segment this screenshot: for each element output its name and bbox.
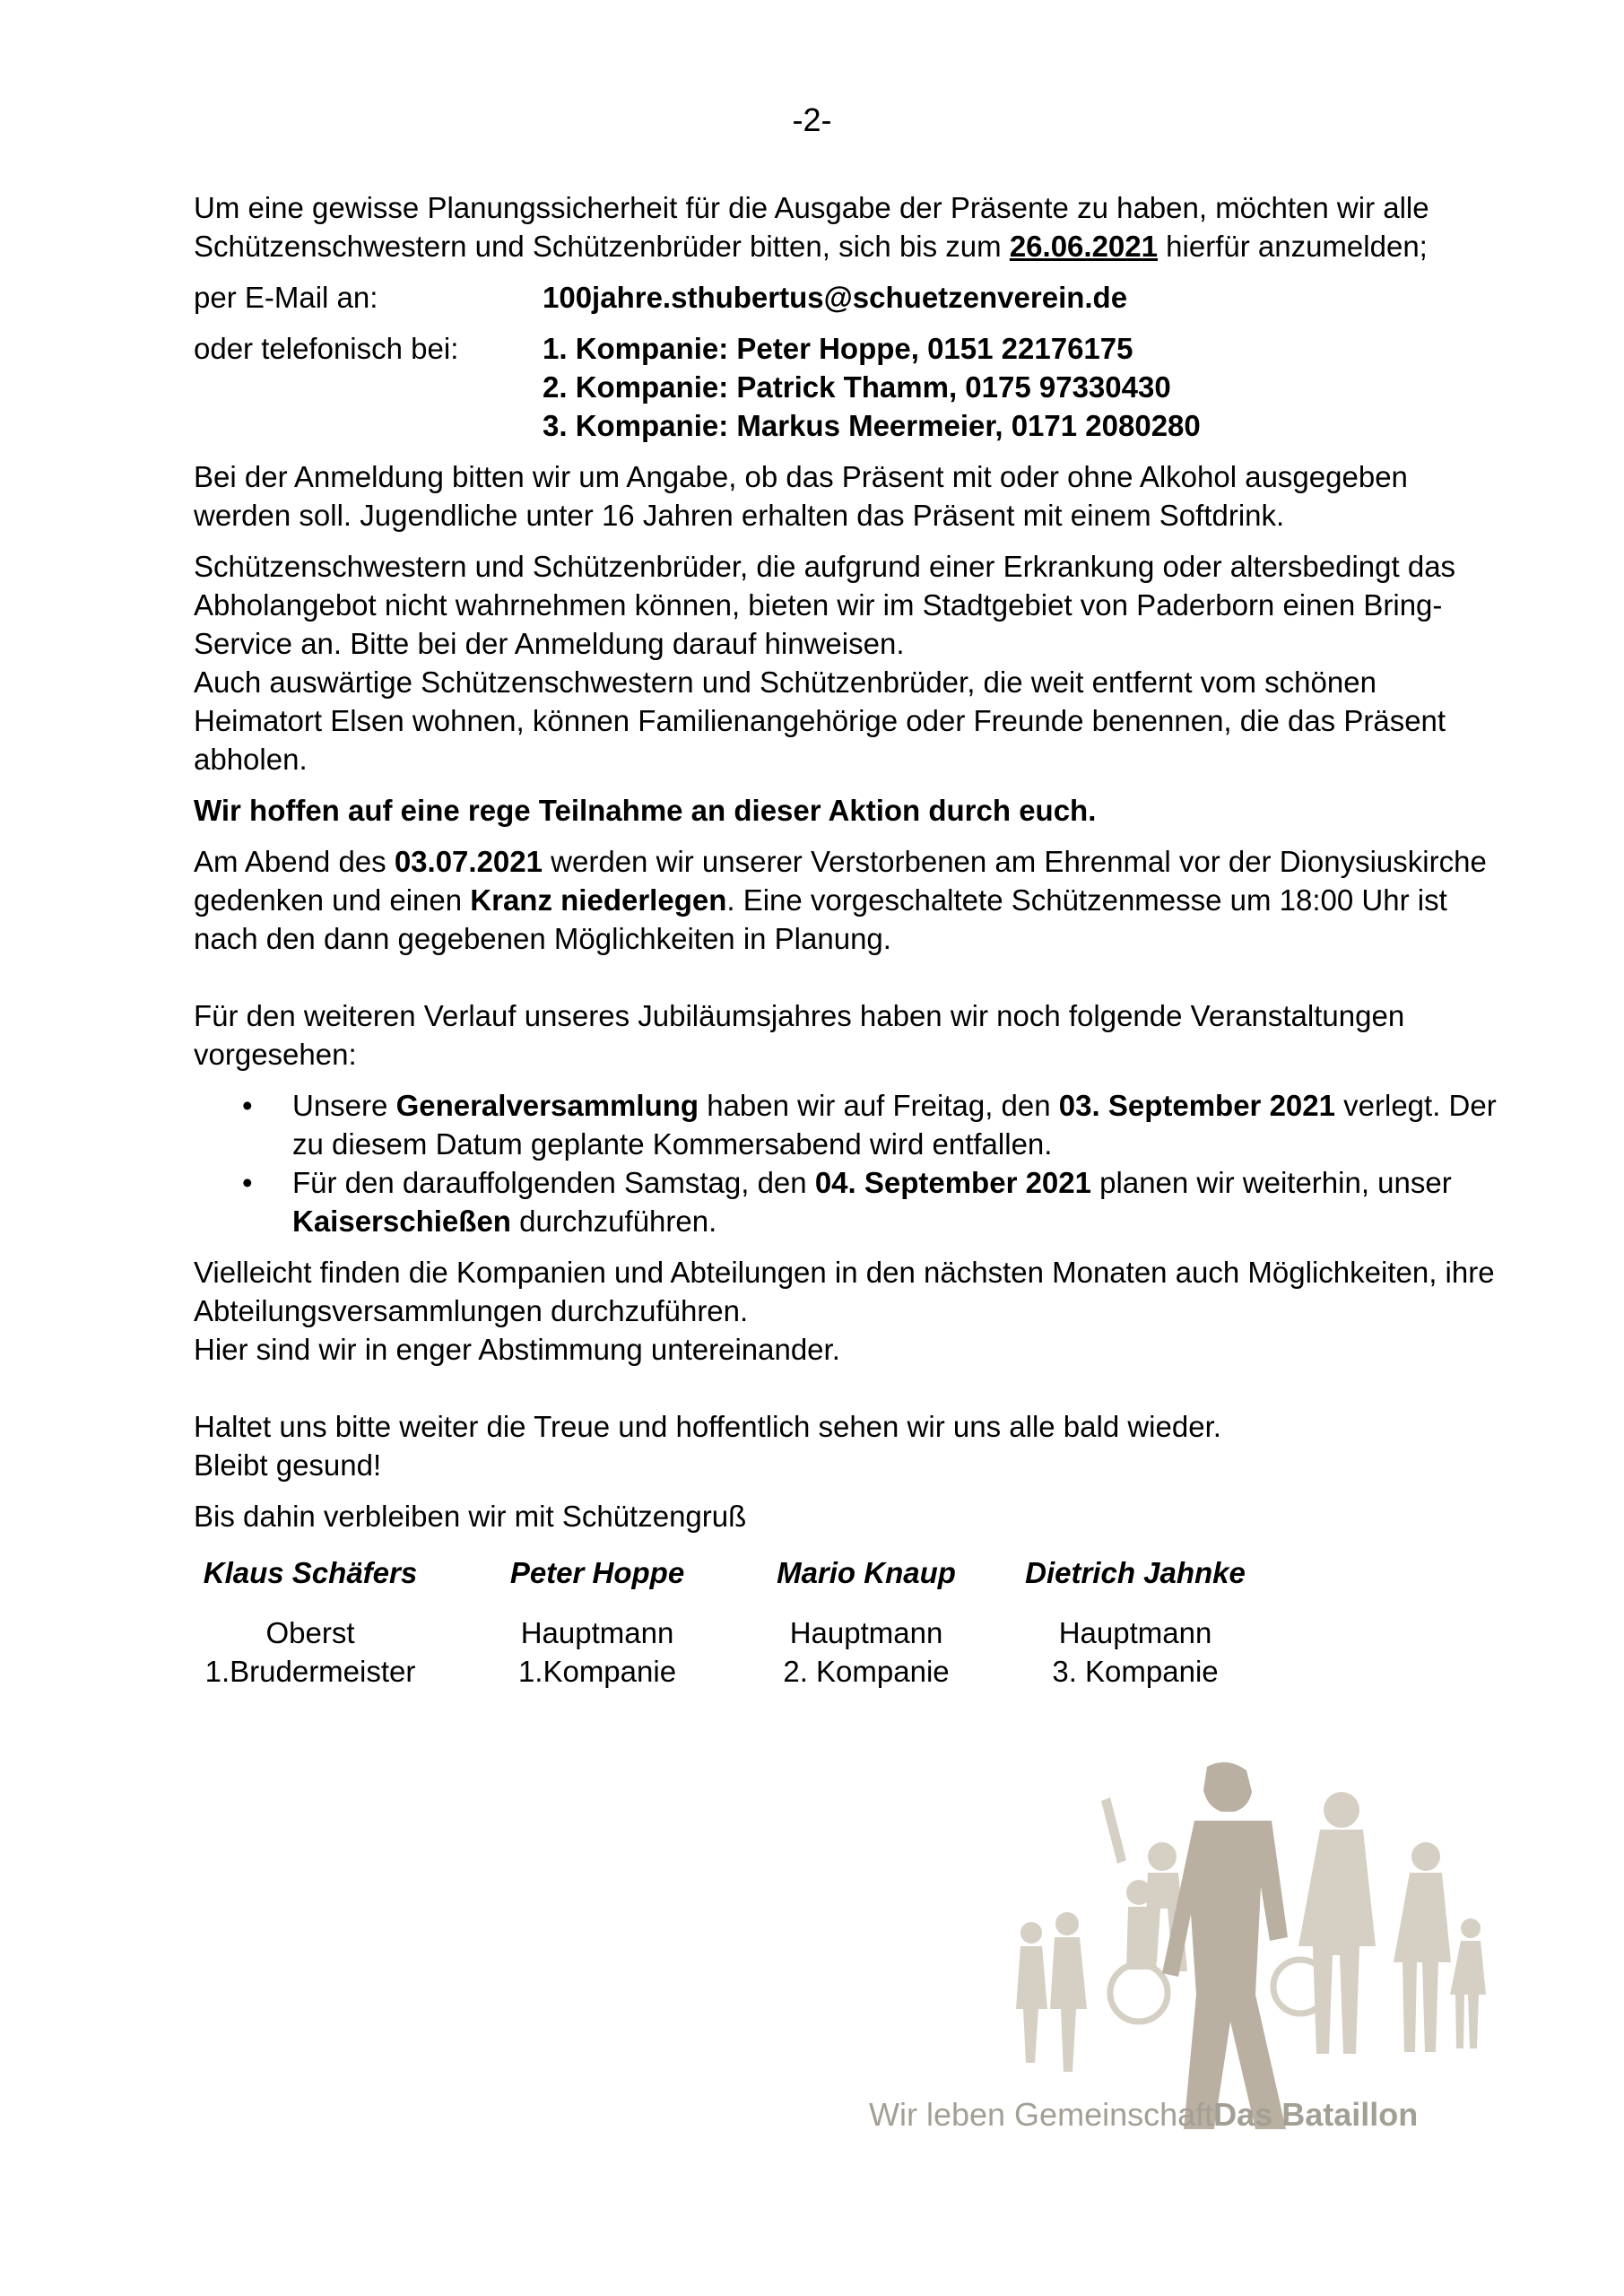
bullet-icon: •: [242, 1089, 253, 1122]
page-number: -2-: [792, 101, 832, 138]
closing-line: Bis dahin verbleiben wir mit Schützengruß: [194, 1500, 747, 1533]
signature-role: Hauptmann: [1058, 1616, 1212, 1649]
memorial-kranz: Kranz niederlegen: [470, 883, 727, 917]
signature-unit: 2. Kompanie: [783, 1655, 950, 1688]
email-label: per E-Mail an:: [194, 281, 378, 314]
footer-slogan-text: Wir leben Gemeinschaft: [869, 2096, 1214, 2133]
signature-unit: 1.Brudermeister: [204, 1655, 416, 1688]
bullet1-text-3: verlegt. Der zu diesem Datum geplante Kommersabend wird entfallen.: [292, 1089, 1497, 1161]
bullet2-text-3: durchzuführen.: [510, 1205, 717, 1238]
community-silhouettes-illustration: [1004, 1758, 1507, 2135]
bullet2-text-2: planen wir weiterhin, unser: [1091, 1166, 1452, 1199]
memorial-date: 03.07.2021: [394, 845, 543, 878]
signature-name: Mario Knaup: [777, 1556, 956, 1589]
companies-paragraph-1: Vielleicht finden die Kompanien und Abteilungen in den nächsten Monaten auch Möglichkeiten, ihre Abteilungsversammlungen durchzuführen.: [194, 1256, 1495, 1327]
loyalty-line-1: Haltet uns bitte weiter die Treue und hoffentlich sehen wir uns alle bald wieder.: [194, 1410, 1221, 1443]
bullet1-general-assembly: Generalversammlung: [395, 1089, 699, 1122]
email-row: [194, 278, 1512, 317]
letter-body: [194, 188, 1512, 1691]
signature-3: [732, 1553, 1001, 1691]
signature-unit: 3. Kompanie: [1052, 1655, 1219, 1688]
memorial-text-3: . Eine vorgeschaltete Schützenmesse um 18:00 Uhr ist nach den dann gegebenen Möglichkeiten in Planung.: [194, 883, 1447, 955]
signature-4: [1001, 1553, 1270, 1691]
bullet1-date: 03. September 2021: [1058, 1089, 1335, 1122]
phone-contact-2: 2. Kompanie: Patrick Thamm, 0175 97330430: [543, 370, 1171, 404]
bring-service-paragraph: Schützenschwestern und Schützenbrüder, die aufgrund einer Erkrankung oder altersbedingt das Abholangebot nicht wahrnehmen können, bieten wir im Stadtgebiet von Paderborn einen Bring-Service an. Bitte bei der Anmeldung darauf hinweisen.: [194, 550, 1456, 660]
signature-name: Dietrich Jahnke: [1025, 1556, 1246, 1589]
signature-2: [463, 1553, 732, 1691]
phone-contact-3: 3. Kompanie: Markus Meermeier, 0171 2080280: [543, 409, 1201, 442]
signature-name: Klaus Schäfers: [203, 1556, 418, 1589]
bullet-icon: •: [242, 1166, 253, 1199]
phone-row: [194, 329, 1512, 445]
bullet2-text-1: Für den darauffolgenden Samstag, den: [292, 1166, 815, 1199]
signature-name: Peter Hoppe: [509, 1556, 685, 1589]
email-address: 100jahre.sthubertus@schuetzenverein.de: [543, 281, 1128, 314]
footer-brand: Das Bataillon: [1213, 2096, 1419, 2133]
memorial-text-2: werden wir unserer Verstorbenen am Ehrenmal vor der Dionysiuskirche gedenken und einen: [194, 845, 1487, 917]
intro-text-after: hierfür anzumelden;: [1158, 230, 1428, 263]
hope-sentence: Wir hoffen auf eine rege Teilnahme an dieser Aktion durch euch.: [194, 794, 1097, 827]
phone-contact-1: 1. Kompanie: Peter Hoppe, 0151 22176175: [543, 332, 1133, 365]
list-item: [194, 1086, 1512, 1163]
intro-text-before: Um eine gewisse Planungssicherheit für die Ausgabe der Präsente zu haben, möchten wir alle Schützenschwestern und Schützenbrüder bitten, sich bis zum: [194, 191, 1429, 263]
alcohol-paragraph: Bei der Anmeldung bitten wir um Angabe, ob das Präsent mit oder ohne Alkohol ausgegeben werden soll. Jugendliche unter 16 Jahren erhalten das Präsent mit einem Softdrink.: [194, 460, 1408, 532]
events-list: [194, 1086, 1512, 1240]
bullet2-kaiserschiessen: Kaiserschießen: [292, 1205, 511, 1238]
signature-role: Oberst: [265, 1616, 355, 1649]
signature-block: [194, 1553, 1512, 1691]
phone-contacts: [543, 329, 1201, 445]
memorial-text-1: Am Abend des: [194, 845, 395, 878]
signature-role: Hauptmann: [520, 1616, 674, 1649]
signature-role: Hauptmann: [789, 1616, 943, 1649]
bullet1-text-1: Unsere: [292, 1089, 396, 1122]
deadline-date: 26.06.2021: [1009, 230, 1158, 263]
loyalty-line-2: Bleibt gesund!: [194, 1448, 382, 1482]
list-item: [194, 1163, 1512, 1240]
memorial-paragraph: [194, 842, 1512, 958]
remote-members-paragraph: Auch auswärtige Schützenschwestern und Schützenbrüder, die weit entfernt vom schönen Heimatort Elsen wohnen, können Familienangehörige oder Freunde benennen, die das Präsent abholen.: [194, 665, 1446, 776]
footer-slogan: [869, 2095, 1418, 2135]
signature-unit: 1.Kompanie: [517, 1655, 677, 1688]
events-intro: Für den weiteren Verlauf unseres Jubiläumsjahres haben wir noch folgende Veranstaltungen vorgesehen:: [194, 999, 1405, 1071]
phone-label: oder telefonisch bei:: [194, 332, 459, 365]
bullet1-text-2: haben wir auf Freitag, den: [699, 1089, 1059, 1122]
companies-paragraph-2: Hier sind wir in enger Abstimmung untereinander.: [194, 1333, 840, 1366]
intro-paragraph: [194, 188, 1512, 265]
signature-1: [194, 1553, 427, 1691]
bullet2-date: 04. September 2021: [814, 1166, 1091, 1199]
